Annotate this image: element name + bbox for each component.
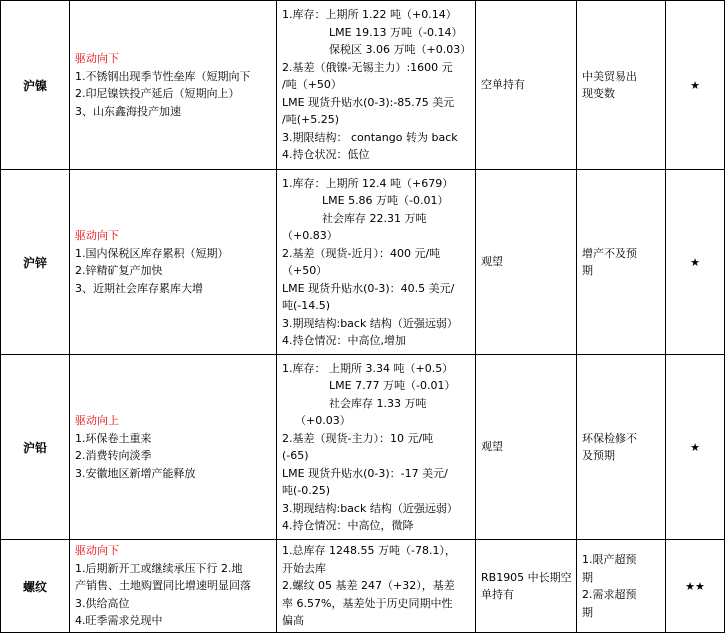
fund-line: LME 5.86 万吨（-0.01） <box>322 194 449 207</box>
rating-stars: ★ <box>666 1 725 170</box>
view-cell <box>476 540 577 633</box>
fund-line: 吨(-14.5) <box>282 299 331 312</box>
fund-line: （+0.83） <box>282 229 338 242</box>
fund-line: 2.基差（俄镍-无锡主力）:1600 元 <box>282 60 453 74</box>
rating-stars: ★ <box>666 355 725 540</box>
fund-line: 1.库存： 上期所 3.34 吨（+0.5） <box>282 361 454 375</box>
fund-line: 偏高 <box>282 614 304 628</box>
driver-item: 3、近期社会库存累库大增 <box>75 281 203 295</box>
fund-line: 1.库存：上期所 12.4 吨（+679） <box>282 176 454 190</box>
risk-cell <box>577 540 666 633</box>
rating-stars: ★★ <box>666 540 725 633</box>
driver-title: 驱动向下 <box>75 229 119 242</box>
fund-line: LME 现货升贴水(0-3):-85.75 美元 <box>282 95 455 109</box>
risk-text: 环保检修不 <box>582 431 637 445</box>
driver-item: 1.不锈钢出现季节性垒库（短期向下 <box>75 69 251 83</box>
driver-item: 3、山东鑫海投产加速 <box>75 104 181 118</box>
risk-cell <box>577 1 666 170</box>
fund-line: 保税区 3.06 万吨（+0.03） <box>329 43 472 57</box>
driver-item: 1.国内保税区库存累积（短期） <box>75 246 229 260</box>
fund-line: 2.螺纹 05 基差 247（+32），基差 <box>282 579 455 593</box>
fund-line: 3.期现结构:back 结构（近强远弱） <box>282 316 458 330</box>
table-row <box>1 540 725 633</box>
view-text: RB1905 中长期空 <box>481 570 572 584</box>
commodity-name: 沪铅 <box>1 355 70 540</box>
fund-line: /吨(+5.25) <box>282 113 339 127</box>
fund-line: /吨（+50） <box>282 78 342 92</box>
fund-line: （+50） <box>282 264 328 277</box>
driver-title: 驱动向下 <box>75 52 119 65</box>
fund-line: 4.持仓情况：中高位,增加 <box>282 334 406 347</box>
table-row <box>1 355 725 540</box>
risk-cell <box>577 170 666 355</box>
table-row <box>1 1 725 170</box>
driver-item: 产销售、土地购置同比增速明显回落 <box>75 579 251 593</box>
view-cell <box>476 355 577 540</box>
driver-cell <box>70 540 277 633</box>
fund-line: LME 19.13 万吨（-0.14） <box>329 25 463 39</box>
fund-line: 3.期限结构： contango 转为 back <box>282 130 458 144</box>
fund-line: 社会库存 1.33 万吨 <box>329 396 427 410</box>
fund-line: LME 现货升贴水(0-3)：40.5 美元/ <box>282 281 455 295</box>
commodity-name: 沪锌 <box>1 170 70 355</box>
fund-line: 2.基差（现货-主力）：10 元/吨 <box>282 431 434 445</box>
driver-cell <box>70 355 277 540</box>
fund-line: 1.总库存 1248.55 万吨（-78.1）， <box>282 544 456 558</box>
fundamentals-cell <box>277 1 476 170</box>
driver-item: 1.后期新开工或继续承压下行 2.地 <box>75 561 243 575</box>
risk-text: 期 <box>582 264 593 277</box>
driver-title: 驱动向下 <box>75 544 119 558</box>
view-text: 单持有 <box>481 588 514 601</box>
fundamentals-cell <box>277 170 476 355</box>
fund-line: 开始去库 <box>282 561 326 575</box>
risk-text: 期 <box>582 570 593 584</box>
risk-text: 2.需求超预 <box>582 588 637 601</box>
fund-line: 1.库存：上期所 1.22 吨（+0.14） <box>282 8 457 22</box>
risk-cell <box>577 355 666 540</box>
commodity-name: 螺纹 <box>1 540 70 633</box>
driver-item: 2.印尼镍铁投产延后（短期向上） <box>75 87 240 100</box>
driver-item: 3.供给高位 <box>75 596 130 610</box>
rating-stars: ★ <box>666 170 725 355</box>
fundamentals-cell <box>277 540 476 633</box>
fund-line: （+0.03） <box>295 414 351 427</box>
fund-line: 吨(-0.25) <box>282 484 331 497</box>
view-text: 观望 <box>481 440 503 454</box>
fund-line: 率 6.57%，基差处于历史同期中性 <box>282 596 453 610</box>
fund-line: 4.持仓情况：中高位，微降 <box>282 519 414 532</box>
risk-text: 增产不及预 <box>582 246 637 260</box>
driver-item: 4.旺季需求兑现中 <box>75 614 163 628</box>
view-cell <box>476 170 577 355</box>
fund-line: 4.持仓状况：低位 <box>282 148 370 162</box>
view-text: 观望 <box>481 255 503 269</box>
fund-line: LME 7.77 万吨（-0.01） <box>329 379 456 392</box>
driver-item: 3.安徽地区新增产能释放 <box>75 466 196 480</box>
table-row <box>1 170 725 355</box>
driver-item: 2.消费转向淡季 <box>75 449 152 462</box>
risk-text: 及预期 <box>582 449 615 462</box>
risk-text: 期 <box>582 605 593 619</box>
view-text: 空单持有 <box>481 78 525 92</box>
fund-line: (-65) <box>282 449 309 462</box>
driver-cell <box>70 1 277 170</box>
driver-cell <box>70 170 277 355</box>
risk-text: 现变数 <box>582 87 615 100</box>
driver-title: 驱动向上 <box>75 414 119 427</box>
fund-line: 2.基差（现货-近月）：400 元/吨 <box>282 246 441 260</box>
fundamentals-cell <box>277 355 476 540</box>
view-cell <box>476 1 577 170</box>
fund-line: 社会库存 22.31 万吨 <box>322 211 427 225</box>
fund-line: 3.期现结构:back 结构（近强远弱） <box>282 501 458 515</box>
fund-line: LME 现货升贴水(0-3)：-17 美元/ <box>282 466 448 480</box>
risk-text: 中美贸易出 <box>582 69 637 83</box>
driver-item: 2.锌精矿复产加快 <box>75 264 163 277</box>
commodity-name: 沪镍 <box>1 1 70 170</box>
risk-text: 1.限产超预 <box>582 553 637 566</box>
driver-item: 1.环保卷土重来 <box>75 431 152 445</box>
